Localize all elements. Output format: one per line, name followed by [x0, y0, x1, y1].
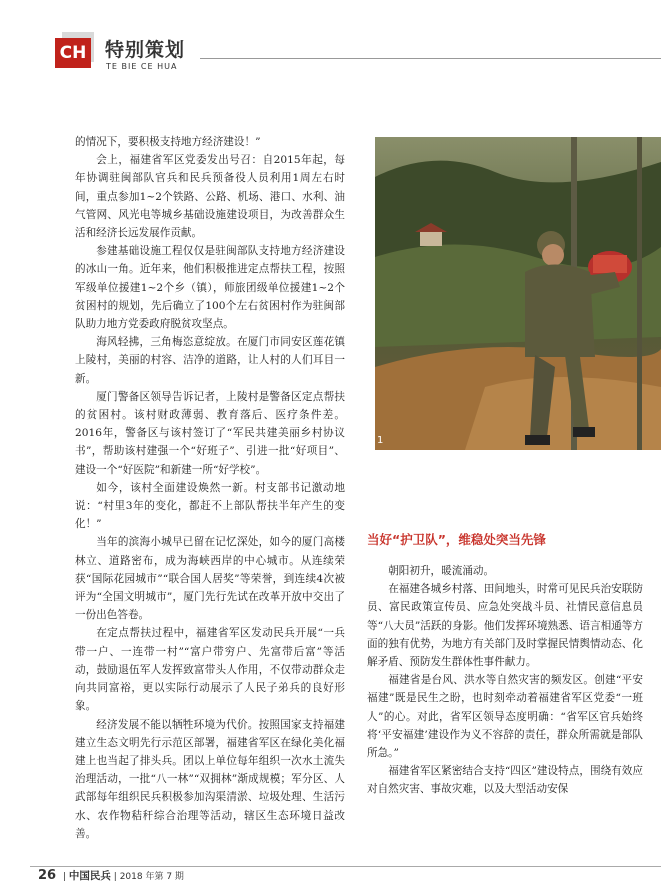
section-title-header: 特别策划 — [105, 39, 186, 61]
section-subtitle-header: TE BIE CE HUA — [106, 62, 178, 71]
section-logo: CH — [55, 38, 91, 68]
paragraph: 的情况下，要积极支持地方经济建设！” — [75, 136, 261, 148]
paragraph: 经济发展不能以牺牲环境为代价。按照国家支持福建建立生态文明先行示范区部署，福建省军区在绿化美化福建上也当起了排头兵。团以上单位每年组织一次水土流失治理活动，一批“八一林”“双拥林”渐成规模；军分区、人武部每年组织民兵积极参加沟渠清淤、垃圾处理、生活污水、农作物秸秆综合治理等活动，辖区生态环境日益改善。 — [75, 718, 345, 840]
soldier-carrying-load-photo — [375, 137, 661, 450]
footer-rule — [30, 866, 661, 867]
right-column — [367, 562, 643, 799]
paragraph: 在福建各城乡村落、田间地头，时常可见民兵治安联防员、富民政策宣传员、应急处突战斗员、社情民意信息员等“八大员”活跃的身影。他们发挥环境熟悉、语言相通等方面的独有优势，为地方有关部门及时掌握民情舆情动态、化解矛盾、预防发生群体性事件献力。 — [367, 583, 643, 669]
photo-number: 1 — [377, 435, 384, 446]
paragraph: 朝阳初升，暖流涌动。 — [388, 565, 495, 577]
paragraph: 当年的滨海小城早已留在记忆深处，如今的厦门高楼林立、道路密布，成为海峡西岸的中心城市。从连续荣获“国际花园城市”“联合国人居奖”等荣誉，到连续4次被评为“全国文明城市”，厦门先行先试在改革开放中交出了一份出色答卷。 — [75, 536, 345, 622]
paragraph: 福建省军区紧密结合支持“四区”建设特点，围绕有效应对自然灾害、事故灾难，以及大型活动安保 — [367, 765, 643, 796]
footer-separator: | — [62, 872, 67, 882]
footer-separator: | — [113, 872, 117, 882]
page-number: 26 — [38, 868, 57, 883]
header-rule — [200, 58, 661, 59]
left-column — [75, 133, 345, 843]
paragraph: 海风轻拂，三角梅恣意绽放。在厦门市同安区莲花镇上陵村，美丽的村容、洁净的道路，让人村的人们耳目一新。 — [75, 336, 345, 385]
issue-label: 2018 年第 7 期 — [119, 872, 184, 882]
photo-illustration — [375, 137, 661, 450]
footer — [38, 868, 184, 883]
paragraph: 在定点帮扶过程中，福建省军区发动民兵开展“一兵带一户、一连带一村”“富户带穷户、先富带后富”等活动，鼓励退伍军人发挥致富带头人作用，不仅带动群众走向共同富裕，更以实际行动展示了人民子弟兵的良好形象。 — [75, 627, 345, 713]
paragraph: 福建省是台风、洪水等自然灾害的频发区。创建“平安福建”既是民生之盼，也时刻牵动着福建省军区党委“一班人”的心。对此，省军区领导态度明确：“省军区官兵始终将‘平安福建’建设作为义不容辞的责任，群众所需就是部队所急。” — [367, 674, 643, 760]
magazine-name: 中国民兵 — [68, 870, 111, 882]
section-heading: 当好“护卫队”，维稳处突当先锋 — [367, 532, 546, 547]
paragraph: 会上，福建省军区党委发出号召：自2015年起，每年协调驻闽部队官兵和民兵预备役人员利用1周左右时间，重点参加1~2个铁路、公路、机场、港口、水利、油气管网、风光电等城乡基础设施建设项目，为改善群众生活和经济长远发展作贡献。 — [75, 154, 345, 240]
paragraph: 厦门警备区领导告诉记者，上陵村是警备区定点帮扶的贫困村。该村财政薄弱、教育落后、医疗条件差。2016年，警备区与该村签订了“军民共建美丽乡村协议书”，帮助该村建强一个“好班子”、引进一批“好项目”、建设一个“好医院”和新建一所“好学校”。 — [75, 390, 345, 476]
paragraph: 参建基础设施工程仅仅是驻闽部队支持地方经济建设的冰山一角。近年来，他们积极推进定点帮扶工程，按照军级单位援建1~2个乡（镇），师旅团级单位援建1~2个贫困村的规划，先后确立了100个左右贫困村作为驻闽部队助力地方党委政府脱贫攻坚点。 — [75, 245, 345, 331]
paragraph: 如今，该村全面建设焕然一新。村支部书记激动地说：“村里3年的变化，都赶不上部队帮扶半年产生的变化！” — [75, 481, 345, 531]
